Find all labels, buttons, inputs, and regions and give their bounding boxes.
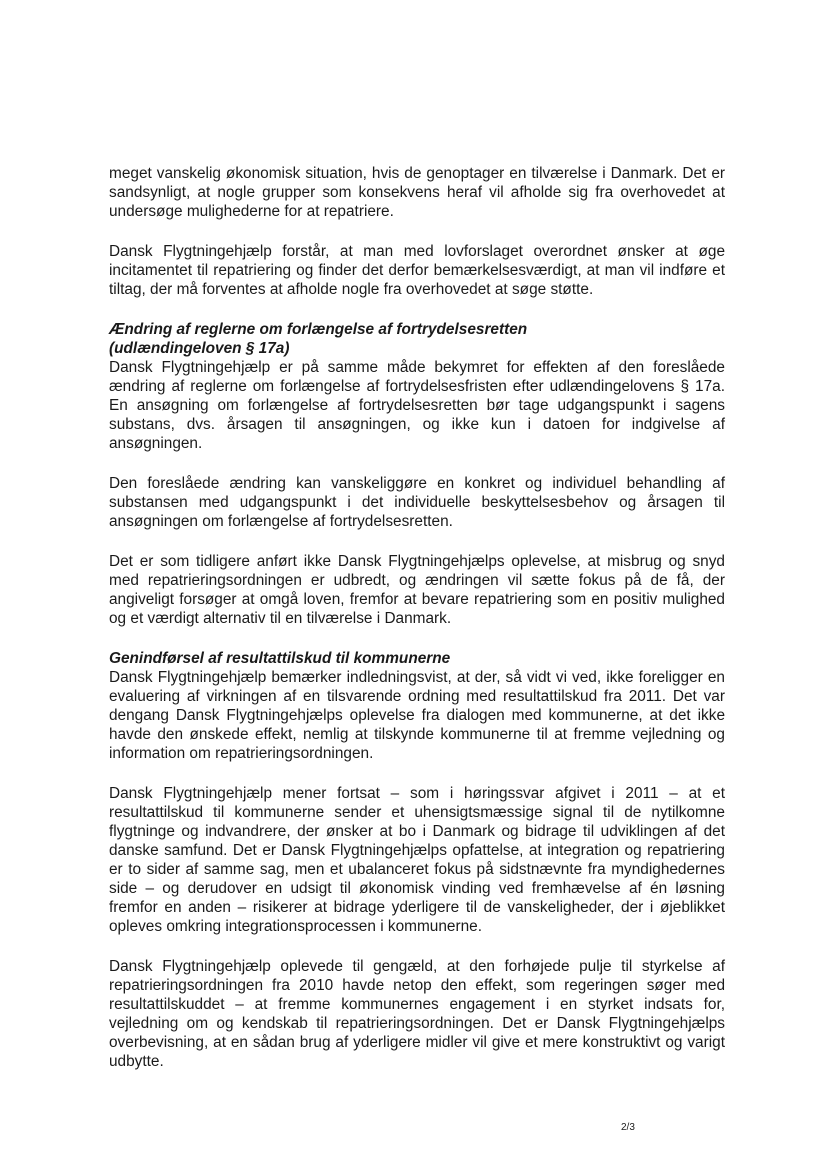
section-heading-line: Ændring af reglerne om forlængelse af fortrydelsesretten [109, 321, 528, 338]
section-heading [109, 320, 725, 358]
paragraph: Dansk Flygtningehjælp oplevede til gengæld, at den forhøjede pulje til styrkelse af repatrieringsordningen fra 2010 havde netop den effekt, som regeringen søger med resultattilskuddet – at fremme kommunernes engagement i en styrket indsats for, vejledning om og kendskab til repatrieringsordningen. Det er Dansk Flygtningehjælps overbevisning, at en sådan brug af yderligere midler vil give et mere konstruktivt og varigt udbytte. [109, 958, 725, 1070]
paragraph: Den foreslåede ændring kan vanskeliggøre en konkret og individuel behandling af substansen med udgangspunkt i det individuelle beskyttelsesbehov og årsagen til ansøgningen om forlængelse af fortrydelsesretten. [109, 475, 725, 530]
paragraph: Dansk Flygtningehjælp mener fortsat – som i høringssvar afgivet i 2011 – at et resultattilskud til kommunerne sender et uhensigtsmæssige signal til de nytilkomne flygtninge og indvandrere, der ønsker at bo i Danmark og bidrage til udviklingen af det danske samfund. Det er Dansk Flygtningehjælps opfattelse, at integration og repatriering er to sider af samme sag, men et ubalanceret fokus på sidstnævnte fra myndighedernes side – og derudover en udsigt til økonomisk vinding ved fremhævelse af én løsning fremfor en anden – risikerer at bidrage yderligere til de vanskeligheder, der i øjeblikket opleves omkring integrationsprocessen i kommunerne. [109, 785, 725, 935]
paragraph: Dansk Flygtningehjælp forstår, at man med lovforslaget overordnet ønsker at øge incitamentet til repatriering og finder det derfor bemærkelsesværdigt, at man vil indføre et tiltag, der må forventes at afholde nogle fra overhovedet at søge støtte. [109, 243, 725, 298]
document-body [109, 164, 725, 1092]
section-heading: Genindførsel af resultattilskud til kommunerne [109, 650, 451, 667]
section-resultattilskud [109, 649, 725, 1071]
paragraph: Det er som tidligere anført ikke Dansk Flygtningehjælps oplevelse, at misbrug og snyd med repatrieringsordningen er udbredt, og ændringen vil sætte fokus på de få, der angiveligt forsøger at omgå loven, fremfor at bevare repatriering som en positiv mulighed og et værdigt alternativ til en tilværelse i Danmark. [109, 553, 725, 627]
paragraph: Dansk Flygtningehjælp bemærker indledningsvist, at der, så vidt vi ved, ikke foreligger en evaluering af virkningen af en tilsvarende ordning med resultattilskud fra 2011. Det var dengang Dansk Flygtningehjælps oplevelse fra dialogen med kommunerne, at det ikke havde den ønskede effekt, nemlig at tilskynde kommunerne til at fremme vejledning og information om repatrieringsordningen. [109, 669, 725, 762]
section-fortrydelsesret [109, 320, 725, 628]
paragraph: Dansk Flygtningehjælp er på samme måde bekymret for effekten af den foreslåede ændring af reglerne om forlængelse af fortrydelsesfristen efter udlændingelovens § 17a. En ansøgning om forlængelse af fortrydelsesretten bør tage udgangspunkt i sagens substans, dvs. årsagen til ansøgningen, og ikke kun i datoen for indgivelse af ansøgningen. [109, 359, 725, 452]
page-number: 2/3 [621, 1122, 635, 1133]
section-heading-line: (udlændingeloven § 17a) [109, 340, 290, 357]
paragraph: meget vanskelig økonomisk situation, hvis de genoptager en tilværelse i Danmark. Det er sandsynligt, at nogle grupper som konsekvens heraf vil afholde sig fra overhovedet at undersøge mulighederne for at repatriere. [109, 165, 725, 220]
